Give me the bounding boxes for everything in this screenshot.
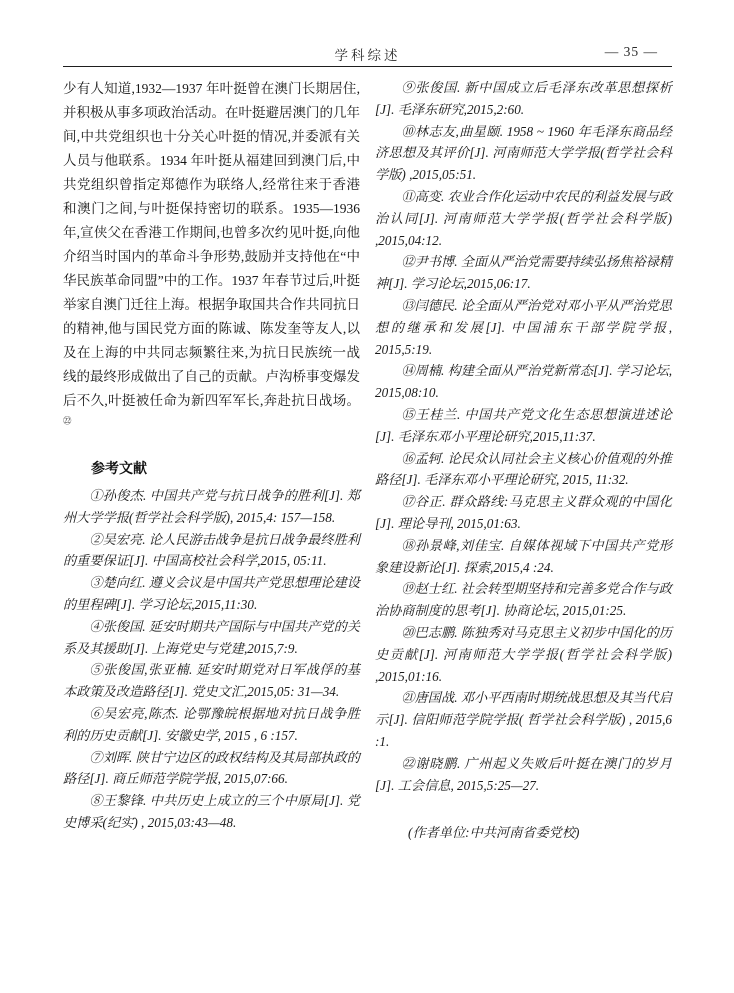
author-affiliation: (作者单位:中共河南省委党校)	[408, 825, 580, 841]
body-paragraph-text: 少有人知道,1932—1937 年叶挺曾在澳门长期居住,并积极从事多项政治活动。在叶挺避居澳门的几年间,中共党组织也十分关心叶挺的情况,并委派有关人员与他联系。1934 年叶挺从福建回到澳门后,中共党组织曾指定郑德作为联络人,经常往来于香港和澳门之间,与叶挺保持密切的联系。1935—1936 年,宣侠父在香港工作期间,也曾多次约见叶挺,向他介绍当时国内的革命斗争形势,鼓励并支持他在“中华民族革命同盟”中的工作。1937 年春节过后,叶挺举家自澳门迁往上海。根据争取国共合作共同抗日的精神,他与国民党方面的陈诚、陈发奎等友人,以及在上海的中共同志频繁往来,为抗日民族统一战线的最终形成做出了自己的贡献。卢沟桥事变爆发后不久,叶挺被任命为新四军军长,奔赴抗日战场。	[63, 81, 360, 408]
reference-item-21: ㉑唐国战. 邓小平西南时期统战思想及其当代启示[J]. 信阳师范学院学报( 哲学社会科学版) , 2015,6 :1.	[375, 690, 672, 749]
right-column	[375, 77, 672, 844]
reference-item-17: ⑰谷正. 群众路线:马克思主义群众观的中国化[J]. 理论导刊, 2015,01:63.	[375, 494, 672, 531]
page-header	[63, 44, 672, 64]
reference-item-1: ①孙俊杰. 中国共产党与抗日战争的胜利[J]. 郑州大学学报(哲学社会科学版), 2015,4: 157—158.	[63, 488, 360, 525]
reference-item-8: ⑧王黎锋. 中共历史上成立的三个中原局[J]. 党史博采(纪实) , 2015,03:43—48.	[63, 793, 360, 830]
reference-item-15: ⑮王桂兰. 中国共产党文化生态思想演进述论[J]. 毛泽东邓小平理论研究,2015,11:37.	[375, 406, 672, 444]
reference-item-11: ⑪高变. 农业合作化运动中农民的利益发展与政治认同[J]. 河南师范大学学报(哲学社会科学版) ,2015,04:12.	[375, 188, 672, 248]
reference-item-22: ㉒谢晓鹏. 广州起义失败后叶挺在澳门的岁月[J]. 工会信息, 2015,5:25—27.	[375, 755, 672, 793]
header-rule	[63, 66, 672, 67]
reference-item-4: ④张俊国. 延安时期共产国际与中国共产党的关系及其援助[J]. 上海党史与党建,2015,7:9.	[63, 618, 360, 656]
reference-item-7: ⑦刘晖. 陕甘宁边区的政权结构及其局部执政的路径[J]. 商丘师范学院学报, 2015,07:66.	[63, 749, 360, 787]
reference-item-6: ⑥吴宏亮,陈杰. 论鄂豫皖根据地对抗日战争胜利的历史贡献[J]. 安徽史学, 2015 , 6 :157.	[63, 705, 360, 743]
page-number: — 35 —	[604, 44, 658, 59]
references-heading: 参考文献	[91, 460, 147, 476]
header-section-title: 学科综述	[334, 48, 401, 63]
reference-item-19: ⑲赵士红. 社会转型期坚持和完善多党合作与政治协商制度的思考[J]. 协商论坛, 2015,01:25.	[375, 581, 672, 619]
reference-item-2: ②吴宏亮. 论人民游击战争是抗日战争最终胜利的重要保证[J]. 中国高校社会科学,2015, 05:11.	[63, 531, 360, 569]
reference-item-14: ⑭周楠. 构建全面从严治党新常态[J]. 学习论坛, 2015,08:10.	[375, 363, 672, 401]
reference-item-12: ⑫尹书博. 全面从严治党需要持续弘扬焦裕禄精神[J]. 学习论坛,2015,06:17.	[375, 254, 672, 292]
body-paragraph	[63, 77, 360, 437]
reference-item-20: ⑳巴志鹏. 陈独秀对马克思主义初步中国化的历史贡献[J]. 河南师范大学学报(哲学社会科学版) ,2015,01:16.	[375, 624, 672, 684]
reference-item-3: ③楚向红. 遵义会议是中国共产党思想理论建设的里程碑[J]. 学习论坛,2015,11:30.	[63, 575, 360, 612]
reference-item-10: ⑩林志友,曲星颐. 1958 ~ 1960 年毛泽东商品经济思想及其评价[J]. 河南师范大学学报(哲学社会科学版) ,2015,05:51.	[375, 123, 672, 183]
reference-item-13: ⑬闫德民. 论全面从严治党对邓小平从严治党思想的继承和发展[J]. 中国浦东干部学院学报, 2015,5:19.	[375, 297, 672, 357]
footnote-mark: ㉒	[63, 415, 72, 426]
reference-item-5: ⑤张俊国,张亚楠. 延安时期党对日军战俘的基本政策及改造路径[J]. 党史文汇,2015,05: 31—34.	[63, 662, 360, 700]
reference-item-18: ⑱孙景峰,刘佳宝. 自媒体视域下中国共产党形象建设新论[J]. 探索,2015,4 :24.	[375, 537, 672, 575]
content-columns	[63, 77, 672, 844]
reference-item-9: ⑨张俊国. 新中国成立后毛泽东改革思想探析[J]. 毛泽东研究,2015,2:60.	[375, 80, 672, 117]
left-column	[63, 77, 360, 844]
reference-item-16: ⑯孟轲. 论民众认同社会主义核心价值观的外推路径[J]. 毛泽东邓小平理论研究, 2015, 11:32.	[375, 450, 672, 488]
